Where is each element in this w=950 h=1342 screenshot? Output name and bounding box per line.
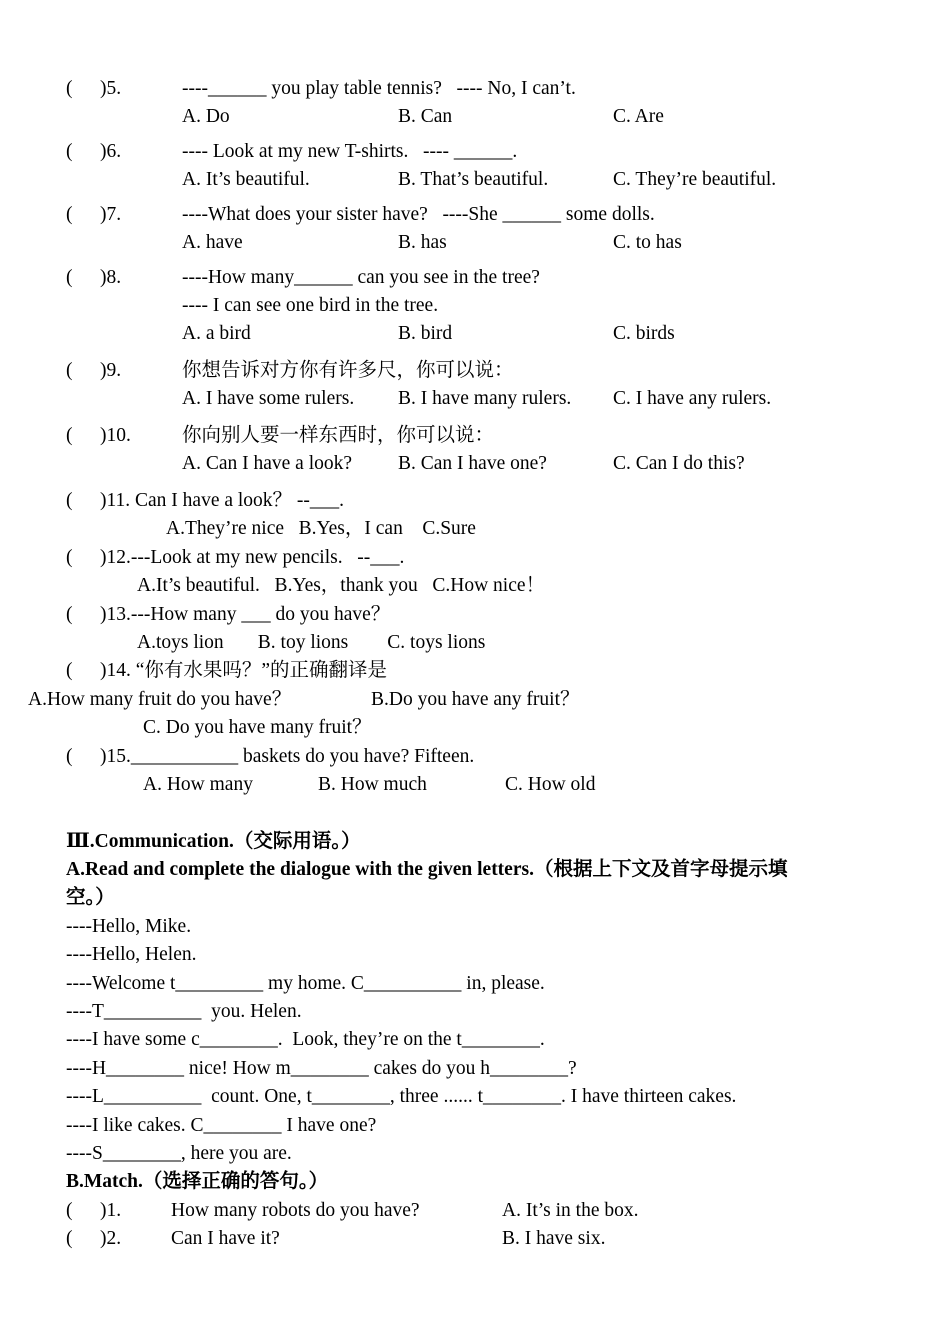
q7-stem: ----What does your sister have? ----She ______ some dolls. [182,204,655,225]
q7-option-c: C. to has [613,232,682,253]
q7-option-a: A. have [182,232,243,253]
q15-paren: ( [66,746,73,767]
q9-option-a: A. I have some rulers. [182,388,355,409]
q14-option-b: B.Do you have any fruit？ [371,689,580,710]
part-a-instruction: A.Read and complete the dialogue with the given letters.（根据上下文及首字母提示填 [66,859,788,880]
q5-option-c: C. Are [613,106,664,127]
q6-option-b: B. That’s beautiful. [398,169,549,190]
match-2-paren: ( [66,1228,73,1249]
q5-paren: ( [66,78,73,99]
q7-option-b: B. has [398,232,447,253]
q8-stem: ----How many______ can you see in the tree? [182,267,540,288]
dialogue-line: ----I have some c________. Look, they’re on the t________. [66,1029,545,1050]
q12-options: A.It’s beautiful. B.Yes，thank you C.How nice！ [137,575,546,596]
q12-paren: ( [66,547,73,568]
q9-number: )9. [100,360,122,381]
q14-paren: ( [66,660,73,681]
q9-paren: ( [66,360,73,381]
match-2-number: )2. [100,1228,122,1249]
q5-stem: ----______ you play table tennis? ---- No, I can’t. [182,78,576,99]
q9-stem: 你想告诉对方你有许多尺，你可以说： [182,360,514,381]
dialogue-line: ----I like cakes. C________ I have one? [66,1115,377,1136]
q13-stem: )13.---How many ___ do you have？ [100,604,391,625]
q6-option-c: C. They’re beautiful. [613,169,777,190]
part-a-instruction-cont: 空。） [66,887,115,908]
q10-option-b: B. Can I have one? [398,453,547,474]
q8-paren: ( [66,267,73,288]
q13-options: A.toys lion B. toy lions C. toys lions [137,632,486,653]
section-3-heading: Ⅲ.Communication.（交际用语。） [66,831,361,852]
q10-option-a: A. Can I have a look? [182,453,353,474]
q6-option-a: A. It’s beautiful. [182,169,310,190]
q14-option-a: A.How many fruit do you have？ [28,689,292,710]
match-1-paren: ( [66,1200,73,1221]
dialogue-line: ----T__________ you. Helen. [66,1001,302,1022]
q8-number: )8. [100,267,122,288]
q5-option-a: A. Do [182,106,230,127]
dialogue-line: ----Hello, Helen. [66,944,197,965]
q5-option-b: B. Can [398,106,453,127]
q11-stem: )11. Can I have a look？ --___. [100,490,345,511]
q6-number: )6. [100,141,122,162]
q9-option-b: B. I have many rulers. [398,388,572,409]
dialogue-line: ----L__________ count. One, t________, three ...... t________. I have thirteen cakes. [66,1086,737,1107]
q15-option-c: C. How old [505,774,596,795]
match-answer-a: A. It’s in the box. [502,1200,639,1221]
dialogue-line: ----Hello, Mike. [66,916,192,937]
match-2-question: Can I have it? [171,1228,280,1249]
match-1-number: )1. [100,1200,122,1221]
q7-paren: ( [66,204,73,225]
q14-stem: )14. “你有水果吗？”的正确翻译是 [100,660,388,681]
part-b-heading: B.Match.（选择正确的答句。） [66,1171,329,1192]
q10-option-c: C. Can I do this? [613,453,745,474]
q13-paren: ( [66,604,73,625]
dialogue-line: ----S________, here you are. [66,1143,292,1164]
q14-option-c: C. Do you have many fruit？ [143,717,372,738]
q5-number: )5. [100,78,122,99]
dialogue-line: ----Welcome t_________ my home. C__________ in, please. [66,973,545,994]
q7-number: )7. [100,204,122,225]
q15-option-b: B. How much [318,774,427,795]
q8-option-a: A. a bird [182,323,251,344]
match-answer-b: B. I have six. [502,1228,606,1249]
q10-paren: ( [66,425,73,446]
q8-option-b: B. bird [398,323,453,344]
q8-option-c: C. birds [613,323,675,344]
q15-stem: )15.___________ baskets do you have? Fifteen. [100,746,475,767]
dialogue-line: ----H________ nice! How m________ cakes do you h________? [66,1058,577,1079]
match-1-question: How many robots do you have? [171,1200,420,1221]
q12-stem: )12.---Look at my new pencils. --___. [100,547,405,568]
q10-number: )10. [100,425,131,446]
q9-option-c: C. I have any rulers. [613,388,772,409]
q11-options: A.They’re nice B.Yes，I can C.Sure [166,518,476,539]
q15-option-a: A. How many [143,774,253,795]
q6-stem: ---- Look at my new T-shirts. ---- ______. [182,141,518,162]
q11-paren: ( [66,490,73,511]
q6-paren: ( [66,141,73,162]
q8-stem-reply: ---- I can see one bird in the tree. [182,295,439,316]
q10-stem: 你向别人要一样东西时，你可以说： [182,425,495,446]
